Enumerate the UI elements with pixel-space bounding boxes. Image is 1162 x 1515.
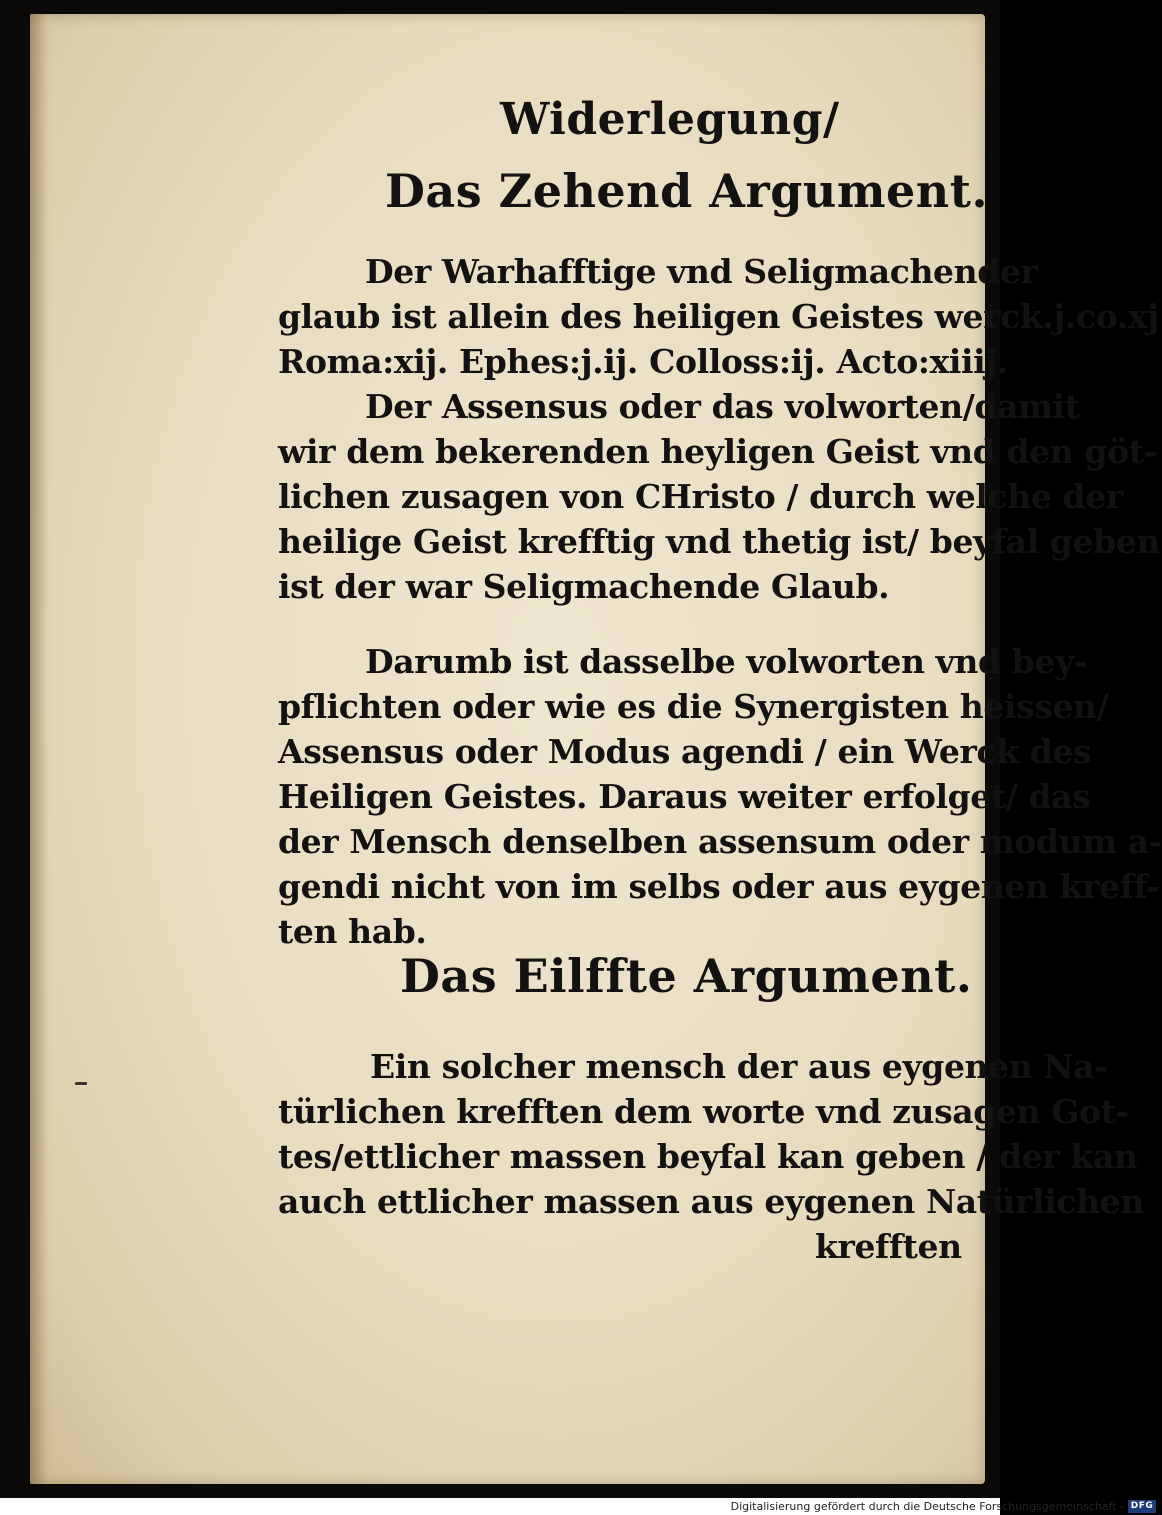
text-line: Heiligen Geistes. Daraus weiter erfolget/ das (278, 777, 1091, 816)
section-subtitle: Das Zehend Argument. (385, 164, 988, 218)
section-title: Widerlegung/ (500, 94, 840, 145)
text-line: auch ettlicher massen aus eygenen Natürlichen (278, 1182, 1144, 1221)
text-line: ist der war Seligmachende Glaub. (278, 567, 890, 606)
book-page (30, 14, 1162, 1484)
text-line: türlichen krefften dem worte vnd zusagen Got- (278, 1092, 1129, 1131)
text-line: Darumb ist dasselbe volworten vnd bey- (365, 642, 1088, 681)
text-line: Der Warhafftige vnd Seligmachender (365, 252, 1038, 291)
text-line: glaub ist allein des heiligen Geistes werck.j.co.xj (278, 297, 1159, 336)
text-line: der Mensch denselben assensum oder modum a- (278, 822, 1162, 861)
text-line: gendi nicht von im selbs oder aus eygenen kreff- (278, 867, 1160, 906)
margin-mark (75, 1082, 87, 1085)
catchword: krefften (815, 1227, 962, 1266)
text-line: Der Assensus oder das volworten/damit (365, 387, 1080, 426)
text-line: heilige Geist krefftig vnd thetig ist/ beyfal geben (278, 522, 1160, 561)
text-line: ten hab. (278, 912, 427, 951)
text-line: Roma:xij. Ephes:j.ij. Colloss:ij. Acto:xiiij. (278, 342, 1008, 381)
text-line: Assensus oder Modus agendi / ein Werck des (278, 732, 1092, 771)
text-line: lichen zusagen von CHristo / durch welche der (278, 477, 1123, 516)
text-line: Ein solcher mensch der aus eygenen Na- (370, 1047, 1108, 1086)
footer-credit: Digitalisierung gefördert durch die Deutsche Forschungsgemeinschaft - (730, 1500, 1124, 1513)
text-line: tes/ettlicher massen beyfal kan geben / der kan (278, 1137, 1138, 1176)
text-line: wir dem bekerenden heyligen Geist vnd den göt- (278, 432, 1157, 471)
dfg-logo-icon: DFG (1128, 1500, 1156, 1513)
text-line: pflichten oder wie es die Synergisten heissen/ (278, 687, 1109, 726)
section-heading: Das Eilffte Argument. (400, 949, 973, 1003)
page-text (30, 14, 1162, 1484)
